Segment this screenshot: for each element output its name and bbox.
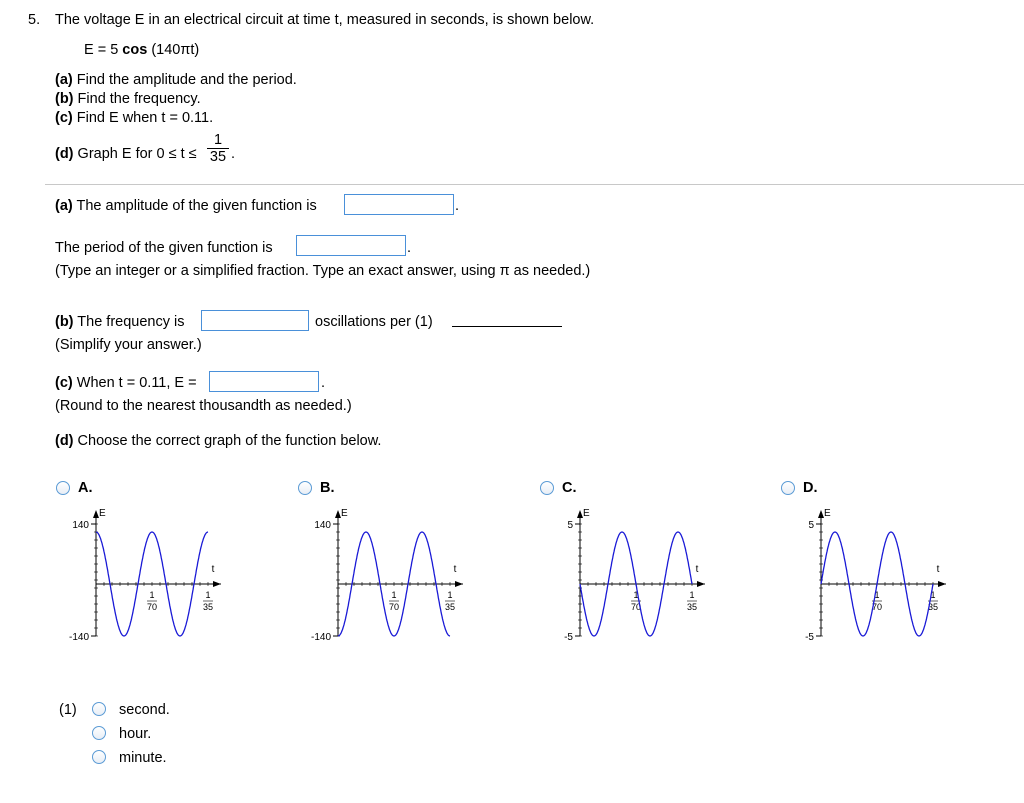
option-letter: D. [803,480,818,496]
tick2-denominator: 35 [202,602,214,612]
x-axis-arrow [938,581,946,587]
question-intro: The voltage E in an electrical circuit at time t, measured in seconds, is shown below. [55,12,595,28]
period-dot: . [407,240,412,256]
unit-minute-radio[interactable] [92,750,106,764]
y-max-label: 140 [72,520,89,531]
amplitude-period: . [455,198,460,214]
y-axis-label: E [824,508,831,519]
voltage-hint: (Round to the nearest thousandth as needed.) [55,398,352,414]
tick1-denominator: 70 [388,602,400,612]
graph-option-b[interactable] [298,478,488,653]
tick2-numerator: 1 [689,590,695,600]
voltage-input[interactable] [209,371,319,392]
y-min-label: -140 [310,632,331,643]
answer-a-amplitude-label: (a) The amplitude of the given function is [55,198,317,214]
tick2-numerator: 1 [447,590,453,600]
period-input[interactable] [296,235,406,256]
divider [45,184,1024,185]
part-a-prompt: (a) Find the amplitude and the period. [55,72,297,88]
tick2-denominator: 35 [686,602,698,612]
option-letter: B. [320,480,335,496]
answer-period-label: The period of the given function is [55,240,273,256]
tick1-denominator: 70 [630,602,642,612]
x-axis-arrow [697,581,705,587]
graph-option-d[interactable] [781,478,971,653]
frequency-input[interactable] [201,310,309,331]
unit-second-label[interactable]: second. [119,702,170,718]
x-axis-label: t [211,564,215,575]
tick2-denominator: 35 [927,602,939,612]
x-axis-arrow [455,581,463,587]
unit-second-radio[interactable] [92,702,106,716]
x-axis-label: t [453,564,457,575]
tick2-denominator: 35 [444,602,456,612]
answer-d-label: (d) Choose the correct graph of the function below. [55,433,382,449]
x-axis-label: t [936,564,940,575]
tick1-numerator: 1 [874,590,880,600]
frequency-unit-text: oscillations per (1) [315,314,433,330]
period-hint: (Type an integer or a simplified fraction. Type an exact answer, using π as needed.) [55,263,591,279]
equation-prefix: E = 5 [84,42,119,58]
graph-plot [298,478,488,653]
y-axis-label: E [341,508,348,519]
equation [84,42,199,58]
question-number: 5. [28,12,41,28]
graph-plot [781,478,971,653]
x-axis-arrow [213,581,221,587]
graph-plot [540,478,730,653]
y-min-label: -5 [805,632,814,643]
answer-b-label: (b) The frequency is [55,314,185,330]
part-d-fraction: $\frac{1}{35}$ [207,132,229,165]
graph-option-c[interactable] [540,478,730,653]
tick1-numerator: 1 [149,590,155,600]
tick1-denominator: 70 [146,602,158,612]
y-axis-label: E [99,508,106,519]
y-min-label: -5 [564,632,573,643]
part-d-prompt: (d) Graph E for 0 ≤ t ≤ [55,146,197,162]
frequency-hint: (Simplify your answer.) [55,337,202,353]
tick1-numerator: 1 [391,590,397,600]
y-min-label: -140 [68,632,89,643]
y-max-label: 5 [808,520,814,531]
graph-plot [56,478,246,653]
part-b-prompt: (b) Find the frequency. [55,91,201,107]
voltage-dot: . [321,375,326,391]
equation-fn: cos [122,42,148,58]
y-max-label: 140 [314,520,331,531]
unit-dropdown-blank[interactable] [452,326,562,327]
unit-minute-label[interactable]: minute. [119,750,167,766]
part-d-suffix: . [231,146,236,162]
x-axis-label: t [695,564,699,575]
option-letter: C. [562,480,577,496]
part-c-prompt: (c) Find E when t = 0.11. [55,110,214,126]
graph-option-a[interactable] [56,478,246,653]
option-letter: A. [78,480,93,496]
y-max-label: 5 [567,520,573,531]
tick1-denominator: 70 [871,602,883,612]
tick2-numerator: 1 [205,590,211,600]
y-axis-label: E [583,508,590,519]
amplitude-input[interactable] [344,194,454,215]
unit-hour-label[interactable]: hour. [119,726,152,742]
answer-c-label: (c) When t = 0.11, E = [55,375,197,391]
unit-hour-radio[interactable] [92,726,106,740]
tick2-numerator: 1 [930,590,936,600]
equation-arg: (140πt) [151,42,200,58]
tick1-numerator: 1 [633,590,639,600]
unit-list-label: (1) [59,702,77,718]
